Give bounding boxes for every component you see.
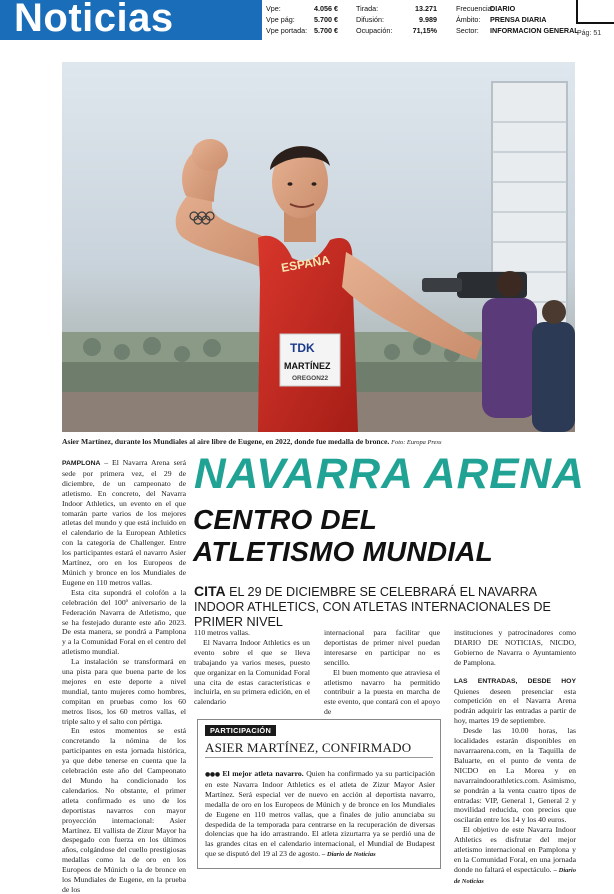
metric-value: 13.271 xyxy=(415,4,437,13)
paragraph: – El Navarra Arena será sede por primera vez, el 29 de diciembre, de un campeonato de atletismo. En concreto, del Navarra Indoor Athletics, un evento en el que tomarán parte varios de los mejores atletas del mundo y que está incluido en el calendario de la European Athletics con la categoría de Challenger. Entre los participantes estará el navarro Asier Martínez, oro en los Europeos de Múnich y bronce en los Mundiales de Eugene en 110 metros vallas. xyxy=(62,458,186,587)
metric-value: PRENSA DIARIA xyxy=(490,15,547,24)
kicker: NAVARRA ARENA xyxy=(194,450,585,498)
metric-label: Ámbito: xyxy=(456,15,481,24)
paragraph: internacional para facilitar que deportistas de primer nivel puedan interesarse en participar no es sencillo. xyxy=(324,628,440,667)
bib-sub: OREGON22 xyxy=(292,375,329,382)
metric-value: DIARIO xyxy=(490,4,516,13)
paragraph: 110 metros vallas. xyxy=(194,628,250,637)
metric-label: Tirada: xyxy=(356,4,379,13)
metric-value: 4.056 € xyxy=(314,4,338,13)
corner-box xyxy=(576,0,614,24)
metric-value: 9.989 xyxy=(419,15,437,24)
paragraph: La instalación se transformará en una pista para que buena parte de los mejores en este deporte a nivel mundial, tanto mujeres como hombres, compitan en pruebas como los 60 metros lisos, los 60 metros vallas, el triple salto y el salto con pértiga. xyxy=(62,657,186,726)
deck xyxy=(194,584,574,630)
metric-value: 71,15% xyxy=(412,26,437,35)
article-column-2 xyxy=(194,628,310,707)
metrics-block-left xyxy=(266,3,338,36)
paragraph: El Navarra Indoor Athletics es un evento sobre el que se lleva trabajando ya varios meses, puesto que organizar en la Comunidad Foral una cita de estas características e incluirla, en su primera edición, en el calendario xyxy=(194,637,310,707)
metrics-block-right xyxy=(456,3,579,36)
paragraph: El buen momento que atraviesa el atletismo navarro ha permitido contribuir a la puesta en marcha de este evento, que contará con el apoyo de xyxy=(324,667,440,717)
bib-sponsor: TDK xyxy=(290,341,315,355)
sidebar-title: ASIER MARTÍNEZ, CONFIRMADO xyxy=(205,740,412,755)
paragraph: El objetivo de este Navarra Indoor Athletics es disfrutar del mejor atletismo internacional en Pamplona y en la Comunidad Foral, en una jornada donde no faltará el espectáculo. xyxy=(454,825,576,874)
metric-label: Ocupación: xyxy=(356,26,393,35)
metrics-block-middle xyxy=(356,3,437,36)
singlet-text: ESPAÑA xyxy=(280,252,331,275)
headline-line: CENTRO DEL xyxy=(193,504,377,535)
sidebar-text: Quien ha confirmado ya su participación en este Navarra Indoor Athletics es el atleta de Zizur Mayor Asier Martínez. Será especial ver de nuevo en acción al deportista navarro, medalla de oro en los Europeos de Múnich y de bronce en los Mundiales de Eugene en 110 metros vallas, que a finales de julio anunciaba su despedida de la temporada para centrarse en la recuperación de diversas dolencias que ha ido arrastrando. El atleta zizurtarra ya se perdió una de las grandes citas en el calendario internacional, el Mundial de Budapest que se disputó del 19 al 23 de agosto. xyxy=(205,769,435,859)
metric-value: 5.700 € xyxy=(314,15,338,24)
sidebar-box xyxy=(197,719,441,869)
metric-label: Frecuencia: xyxy=(456,4,494,13)
headline-line: ATLETISMO MUNDIAL xyxy=(193,536,493,567)
divider xyxy=(205,757,433,758)
bullet-dots: ●●● xyxy=(205,771,220,778)
sidebar-tag: PARTICIPACIÓN xyxy=(205,725,276,736)
metric-label: Vpe pág: xyxy=(266,15,295,24)
photo-credit: Foto: Europa Press xyxy=(391,439,442,446)
metric-value: 5.700 € xyxy=(314,26,338,35)
headline xyxy=(193,504,493,568)
metric-label: Difusión: xyxy=(356,15,384,24)
masthead-banner xyxy=(0,0,262,40)
signoff: – Diario de Noticias xyxy=(322,851,376,859)
bib-name: MARTÍNEZ xyxy=(284,361,331,371)
paragraph: instituciones y patrocinadores como DIARIO DE NOTICIAS, NICDO, Gobierno de Navarra o Ayuntamiento de Pamplona. xyxy=(454,628,576,667)
metric-label: Vpe portada: xyxy=(266,26,308,35)
sidebar-lead: El mejor atleta navarro. xyxy=(222,769,304,778)
paragraph: Quienes deseen presenciar esta competición en el Navarra Arena podrán adquirir las entradas a partir de hoy, martes 19 de septiembre. xyxy=(454,686,576,726)
metric-label: Sector: xyxy=(456,26,479,35)
article-column-left xyxy=(62,458,186,894)
caption-text: Asier Martínez, durante los Mundiales al aire libre de Eugene, en 2022, donde fue medalla de bronce. xyxy=(62,437,390,446)
masthead-title: Noticias xyxy=(14,0,174,40)
metric-label: Vpe: xyxy=(266,4,281,13)
paragraph: Desde las 10.00 horas, las localidades estarán disponibles en navarraarena.com, en la Taquilla de Baluarte, en el punto de venta de NICDO en La Morea y en navarraindoorathletics.com. Asimismo, se pondrán a la venta cuatro tipos de entradas: VIP, General 1, General 2 y movilidad reducida, con precios que oscilarán entre los 14 y los 40 euros. xyxy=(454,726,576,825)
deck-text: EL 29 DE DICIEMBRE SE CELEBRARÁ EL NAVARRA INDOOR ATHLETICS, CON ATLETAS INTERNACIONALES DE PRIMER NIVEL xyxy=(194,585,551,629)
dateline: PAMPLONA xyxy=(62,460,101,467)
paragraph: Esta cita supondrá el colofón a la celebración del 100º aniversario de la Federación Navarra de Atletismo, que se ha festejado durante este año 2023. De esta manera, se pondrá a Pamplona y a la Comunidad Foral en el centro del atletismo mundial. xyxy=(62,587,186,657)
photo-caption xyxy=(62,437,575,446)
article-column-3 xyxy=(324,628,440,717)
paragraph: En estos momentos se está concretando la nómina de los participantes en esta jornada histórica, ya que debe tenerse en cuenta que la celebración este año del Campeonato del Mundo ha condicionado los calendarios. No obstante, el primer atleta confirmado es uno de los deportistas navarros con mayor proyección internacional: Asier Martínez. El vallista de Zizur Mayor ha despegado con fuerza en los últimos años, colgándose del cuello prestigiosas medallas como la de oro en los Europeos de Múnich o la de bronce en los Mundiales de Eugene, en la prueba de los xyxy=(62,726,186,894)
page-number: Pág: 51 xyxy=(577,30,602,37)
sidebar-body xyxy=(205,769,435,860)
article-column-4 xyxy=(454,628,576,887)
subhead: LAS ENTRADAS, DESDE HOY xyxy=(454,677,576,685)
athlete-photo xyxy=(62,62,575,432)
metric-value: INFORMACION GENERAL xyxy=(490,26,579,35)
signoff: – Diario de Noticias xyxy=(454,866,576,885)
deck-lead: CITA xyxy=(194,583,226,599)
